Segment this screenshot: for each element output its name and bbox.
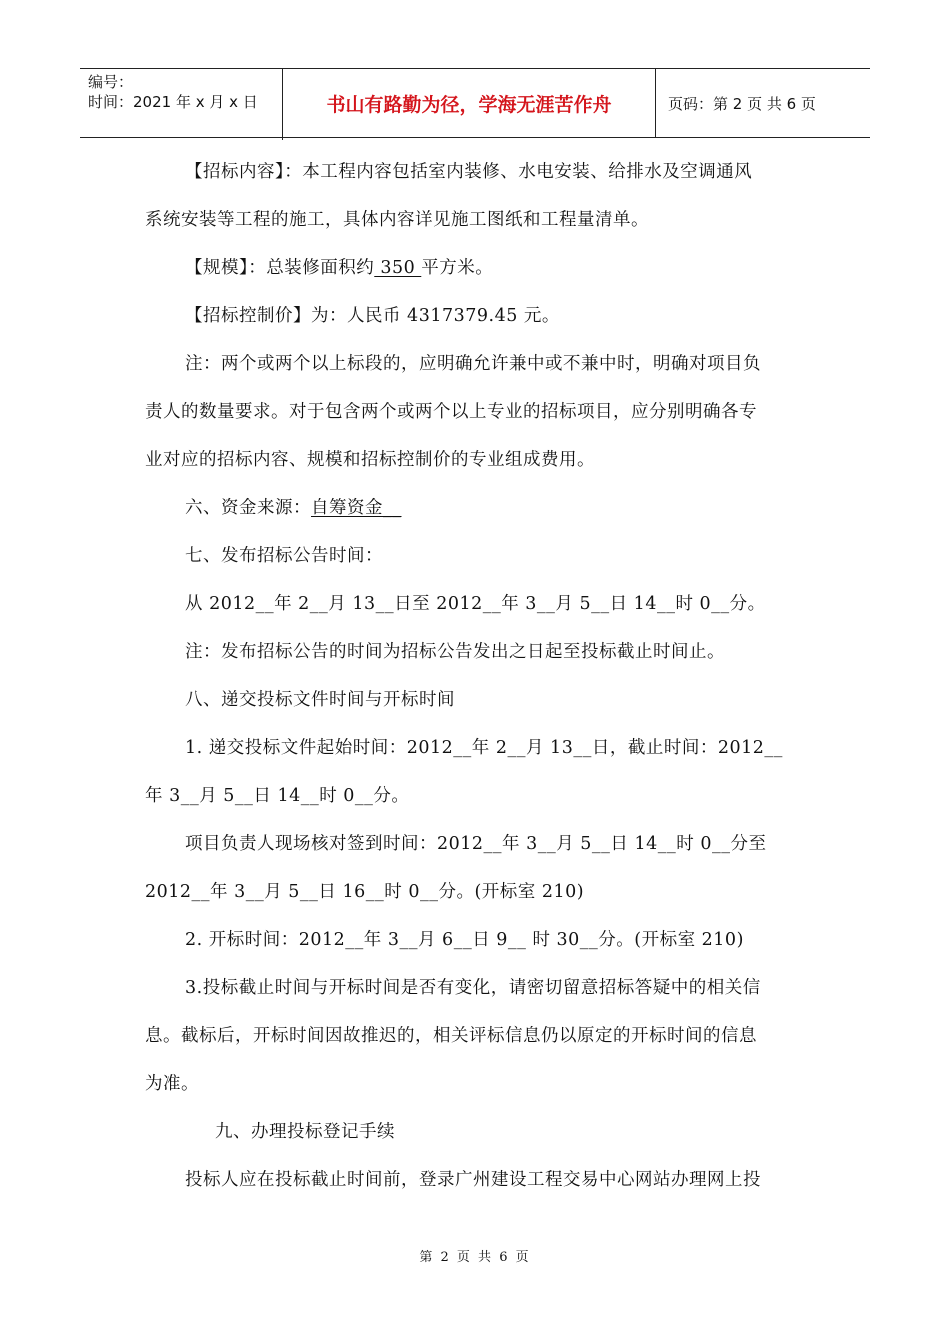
document-number-label: 编号： xyxy=(88,73,134,91)
paragraph-line: 息。截标后，开标时间因故推迟的，相关评标信息仍以原定的开标时间的信息 xyxy=(145,1026,757,1046)
section-heading: 九、办理投标登记手续 xyxy=(215,1122,395,1142)
fund-source-label: 六、资金来源： xyxy=(185,498,311,518)
paragraph-line: 项目负责人现场核对签到时间：2012__年 3__月 5__日 14__时 0__分至 xyxy=(185,834,767,854)
header-motto: 书山有路勤为径，学海无涯苦作舟 xyxy=(283,69,656,137)
paragraph-line: 年 3__月 5__日 14__时 0__分。 xyxy=(145,786,410,806)
fund-source-line xyxy=(185,497,402,519)
page-footer: 第 2 页 共 6 页 xyxy=(419,1250,531,1265)
paragraph-line: 3.投标截止时间与开标时间是否有变化，请密切留意招标答疑中的相关信 xyxy=(185,978,761,998)
paragraph-line: 【招标内容】：本工程内容包括室内装修、水电安装、给排水及空调通风 xyxy=(185,162,753,182)
scale-line xyxy=(185,257,493,279)
fund-source-value: 自筹资金__ xyxy=(311,498,402,518)
scale-value: 350 xyxy=(374,258,422,278)
header-meta xyxy=(80,69,283,140)
section-heading: 八、递交投标文件时间与开标时间 xyxy=(185,690,455,710)
section-heading: 七、发布招标公告时间： xyxy=(185,546,383,566)
document-date: 时间：2021 年 x 月 x 日 xyxy=(88,93,258,111)
paragraph-line: 责人的数量要求。对于包含两个或两个以上专业的招标项目，应分别明确各专 xyxy=(145,402,757,422)
paragraph-line: 为准。 xyxy=(145,1074,199,1094)
paragraph-line: 2. 开标时间：2012__年 3__月 6__日 9__ 时 30__分。(开标室 210) xyxy=(185,930,744,950)
paragraph-line: 【招标控制价】为：人民币 4317379.45 元。 xyxy=(185,306,560,326)
paragraph-line: 投标人应在投标截止时间前，登录广州建设工程交易中心网站办理网上投 xyxy=(185,1170,761,1190)
header-page-info: 页码：第 2 页 共 6 页 xyxy=(668,94,816,113)
paragraph-line: 业对应的招标内容、规模和招标控制价的专业组成费用。 xyxy=(145,450,595,470)
paragraph-line: 1. 递交投标文件起始时间：2012__年 2__月 13__日，截止时间：2012__ xyxy=(185,738,783,758)
page-header xyxy=(80,68,870,138)
paragraph-line: 系统安装等工程的施工，具体内容详见施工图纸和工程量清单。 xyxy=(145,210,649,230)
paragraph-line: 2012__年 3__月 5__日 16__时 0__分。(开标室 210) xyxy=(145,882,585,902)
scale-label: 【规模】：总装修面积约 xyxy=(185,258,375,278)
paragraph-line: 从 2012__年 2__月 13__日至 2012__年 3__月 5__日 14__时 0__分。 xyxy=(185,594,766,614)
scale-unit: 平方米。 xyxy=(421,258,494,278)
paragraph-line: 注：两个或两个以上标段的，应明确允许兼中或不兼中时，明确对项目负 xyxy=(185,354,761,374)
paragraph-line: 注：发布招标公告的时间为招标公告发出之日起至投标截止时间止。 xyxy=(185,642,725,662)
